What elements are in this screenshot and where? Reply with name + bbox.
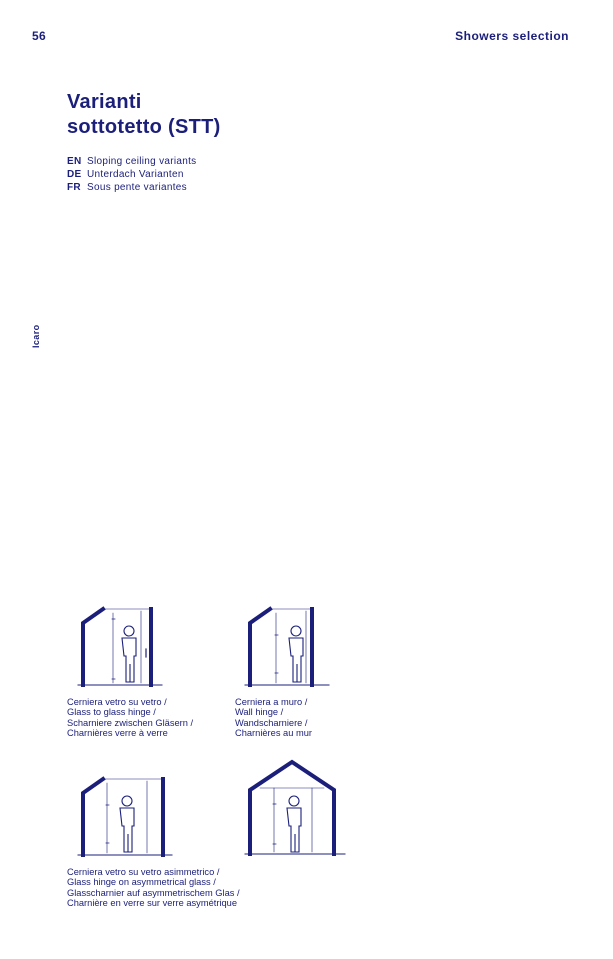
caption-asymmetric xyxy=(67,867,240,909)
variant-glass-to-glass-icon xyxy=(75,605,165,687)
translation-fr xyxy=(67,182,187,193)
caption-wall-hinge xyxy=(235,697,312,739)
lang-text: Unterdach Varianten xyxy=(87,169,184,180)
caption-line: Charnières au mur xyxy=(235,728,312,739)
caption-line: Cerniera vetro su vetro asimmetrico / xyxy=(67,867,220,877)
product-side-label: Icaro xyxy=(31,324,41,348)
variant-gable-roof-icon xyxy=(242,758,348,858)
caption-line: Glass to glass hinge / xyxy=(67,707,156,718)
caption-line: Cerniera vetro su vetro / xyxy=(67,697,167,707)
translation-en xyxy=(67,156,196,167)
caption-line: Glass hinge on asymmetrical glass / xyxy=(67,877,216,888)
section-title: Showers selection xyxy=(455,29,569,43)
variant-wall-hinge-icon xyxy=(242,605,332,687)
page-title xyxy=(67,90,221,140)
translation-de xyxy=(67,169,184,180)
lang-text: Sous pente variantes xyxy=(87,182,187,193)
lang-code: EN xyxy=(67,156,82,167)
page-number: 56 xyxy=(32,29,46,43)
caption-line: Charnières verre à verre xyxy=(67,728,168,739)
caption-line: Scharniere zwischen Gläsern / xyxy=(67,717,194,728)
caption-line: Wandscharniere / xyxy=(235,717,308,728)
variant-asymmetric-glass-icon xyxy=(75,775,175,857)
lang-code: DE xyxy=(67,169,82,180)
caption-line: Cerniera a muro / xyxy=(235,697,308,707)
caption-line: Glasscharnier auf asymmetrischem Glas / xyxy=(67,887,240,898)
title-line-1: Varianti xyxy=(67,91,142,113)
caption-glass-to-glass xyxy=(67,697,193,739)
caption-line: Wall hinge / xyxy=(235,707,284,718)
title-line-2: sottotetto (STT) xyxy=(67,116,221,138)
lang-text: Sloping ceiling variants xyxy=(87,156,197,167)
lang-code: FR xyxy=(67,182,81,193)
caption-line: Charnière en verre sur verre asymétrique xyxy=(67,898,237,909)
